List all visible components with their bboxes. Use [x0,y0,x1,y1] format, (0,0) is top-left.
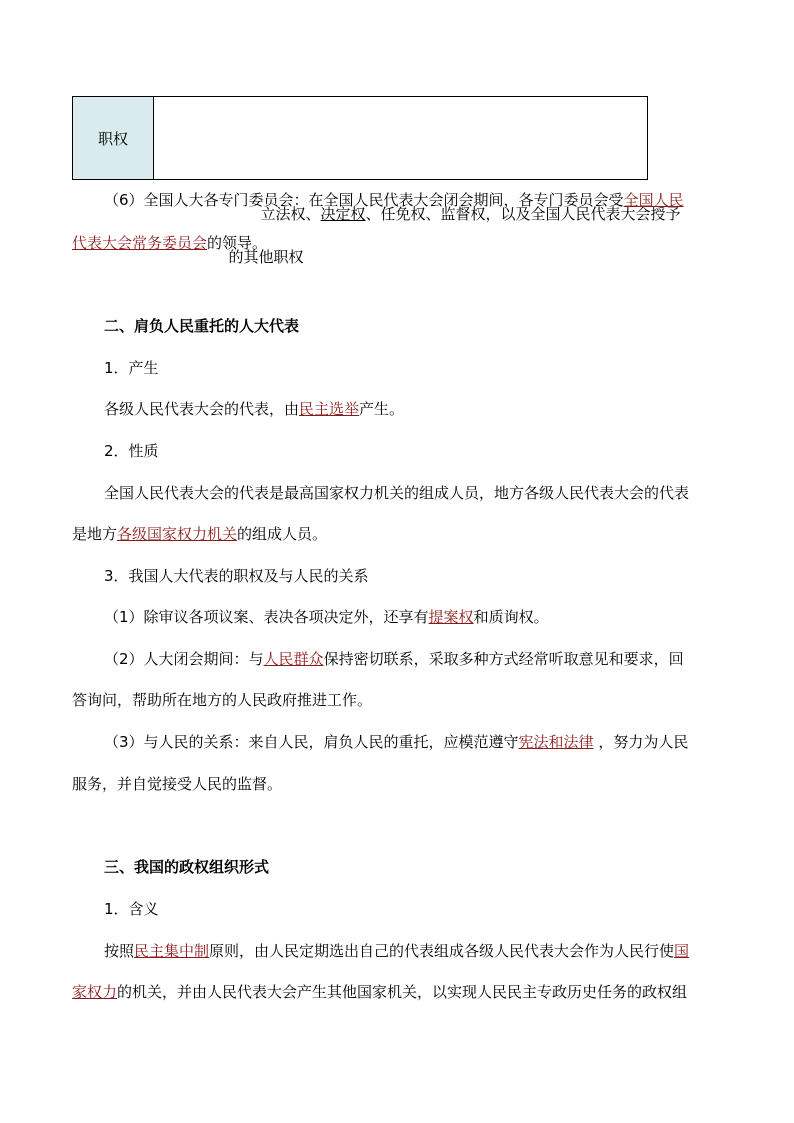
npc-link-2[interactable]: 代表大会常务委员会 [72,234,208,252]
sec3-sub-1: 1．含义 [104,900,159,918]
table-label: 职权 [97,129,128,148]
sec2-item-1: （1）除审议各项议案、表决各项决定外，还享有提案权和质询权。 [104,608,549,626]
sec2-sub-3: 3．我国人大代表的职权及与人民的关系 [104,567,369,585]
npc-link-1[interactable]: 全国人民 [623,191,684,209]
para-6-line-1: （6）全国人大各专门委员会：在全国人民代表大会闭会期间，各专门委员会受全国人民 [104,191,684,209]
sec2-item-2-line-2: 答询问，帮助所在地方的人民政府推进工作。 [72,691,373,709]
sec2-item-2-line-1: （2）人大闭会期间：与人民群众保持密切联系，采取多种方式经常听取意见和要求，回 [104,650,684,668]
sec2-sub-2-line-1: 全国人民代表大会的代表是最高国家权力机关的组成人员，地方各级人民代表大会的代表 [104,484,690,502]
proposal-right-link[interactable]: 提案权 [428,608,474,626]
people-masses-link[interactable]: 人民群众 [263,650,324,668]
sec2-sub-1-text: 各级人民代表大会的代表，由民主选举产生。 [104,400,405,418]
para-6-line-2: 代表大会常务委员会的领导。 [72,234,268,252]
state-power-link-2[interactable]: 家权力 [72,983,118,1001]
section-3-heading: 三、我国的政权组织形式 [104,858,270,876]
sec3-line-1: 按照民主集中制原则，由人民定期选出自己的代表组成各级人民代表大会作为人民行使国 [104,942,690,960]
table-line-1: 立法权、决定权、任免权、监督权，以及全国人民代表大会授予 [260,204,681,223]
table-line-2: 的其他职权 [228,247,304,266]
decision-power-link[interactable]: 决定权 [320,204,366,223]
democratic-centralism-link[interactable]: 民主集中制 [134,942,210,960]
sec2-item-3-line-2: 服务，并自觉接受人民的监督。 [72,775,283,793]
sec2-sub-1: 1．产生 [104,359,159,377]
table-label-cell [73,97,154,180]
sec3-line-2: 家权力的机关，并由人民代表大会产生其他国家机关，以实现人民民主专政历史任务的政权组 [72,983,688,1001]
sec2-sub-2-line-2: 是地方各级国家权力机关的组成人员。 [72,525,328,543]
democratic-election-link[interactable]: 民主选举 [299,400,360,418]
state-power-organs-link[interactable]: 各级国家权力机关 [117,525,238,543]
constitution-law-link[interactable]: 宪法和法律 [518,733,594,751]
state-power-link-1[interactable]: 国 [674,942,690,960]
section-2-heading: 二、肩负人民重托的人大代表 [104,317,300,335]
sec2-sub-2: 2．性质 [104,442,159,460]
sec2-item-3-line-1: （3）与人民的关系：来自人民，肩负人民的重托，应模范遵守宪法和法律 ，努力为人民 [104,733,689,751]
